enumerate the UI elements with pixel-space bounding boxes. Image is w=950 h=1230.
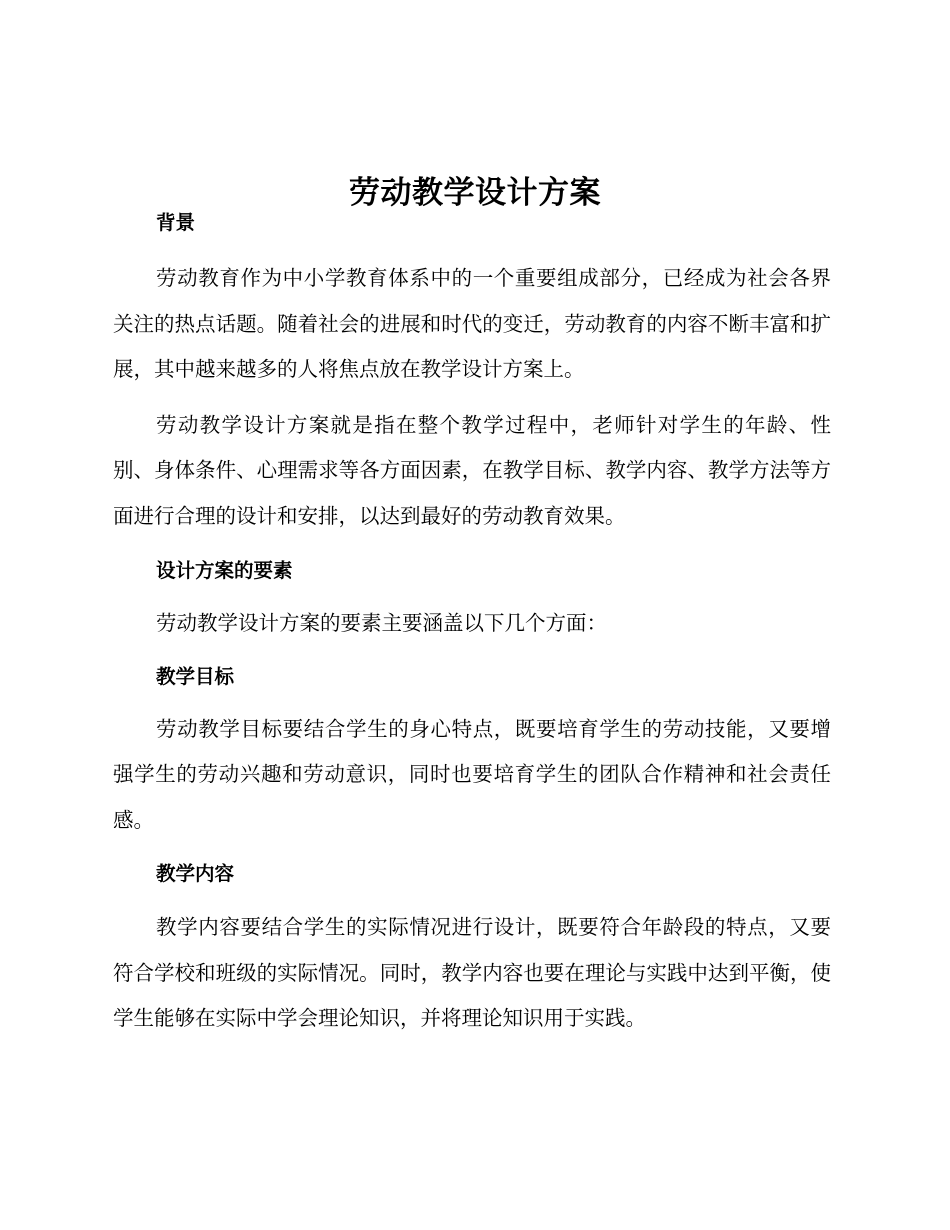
- section-heading-teaching-content: 教学内容: [156, 862, 235, 885]
- document-body: [113, 200, 831, 1042]
- paragraph-teaching-goal-1: 劳动教学目标要结合学生的身心特点，既要培育学生的劳动技能，又要增强学生的劳动兴趣和劳动意识，同时也要培育学生的团队合作精神和社会责任感。: [113, 716, 831, 832]
- paragraph-teaching-content-1: 教学内容要结合学生的实际情况进行设计，既要符合年龄段的特点，又要符合学校和班级的实际情况。同时，教学内容也要在理论与实践中达到平衡，使学生能够在实际中学会理论知识，并将理论知识用于实践。: [113, 915, 831, 1030]
- section-heading-background: 背景: [156, 211, 196, 234]
- section-heading-elements: 设计方案的要素: [156, 559, 293, 582]
- page-title: 劳动教学设计方案: [349, 174, 601, 211]
- section-heading-teaching-goal: 教学目标: [156, 664, 235, 688]
- paragraph-elements-1: 劳动教学设计方案的要素主要涵盖以下几个方面：: [156, 611, 607, 635]
- paragraph-background-2: 劳动教学设计方案就是指在整个教学过程中，老师针对学生的年龄、性别、身体条件、心理需求等各方面因素，在教学目标、教学内容、教学方法等方面进行合理的设计和安排，以达到最好的劳动教育效果。: [113, 412, 831, 528]
- paragraph-background-1: 劳动教育作为中小学教育体系中的一个重要组成部分，已经成为社会各界关注的热点话题。随着社会的进展和时代的变迁，劳动教育的内容不断丰富和扩展，其中越来越多的人将焦点放在教学设计方案上。: [113, 266, 831, 381]
